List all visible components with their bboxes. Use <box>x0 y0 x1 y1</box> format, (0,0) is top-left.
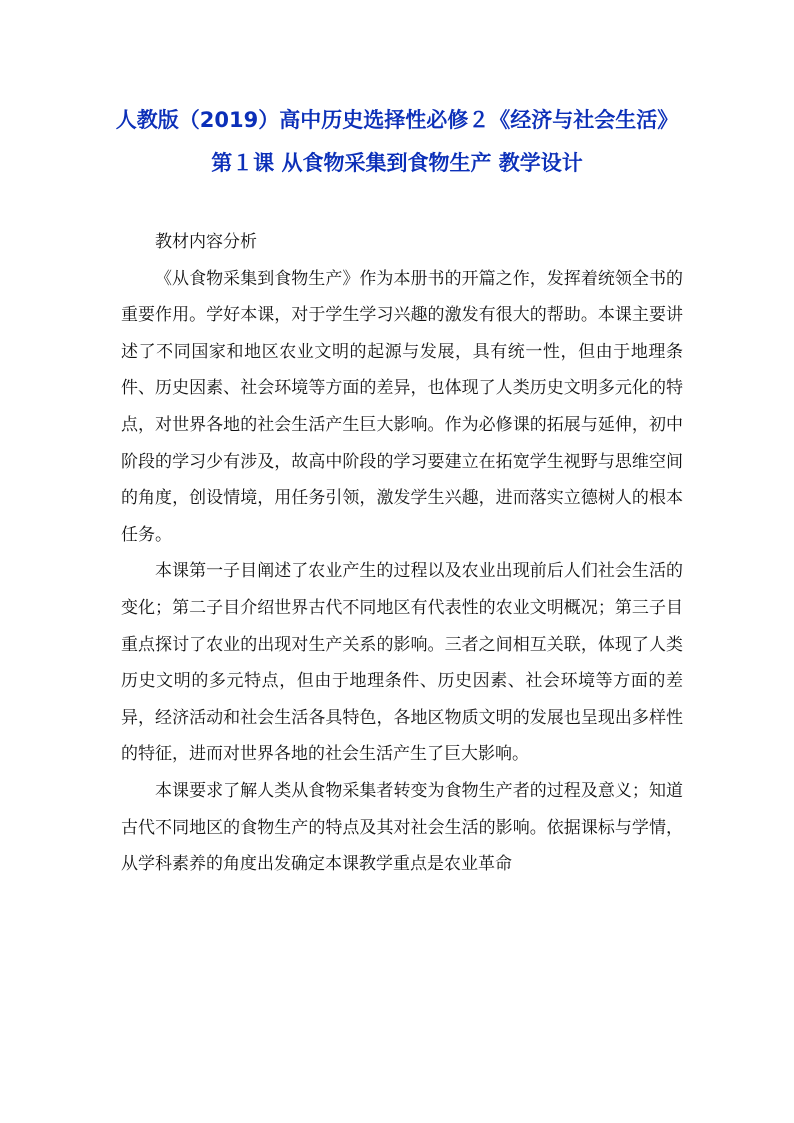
paragraph-1: 《从食物采集到食物生产》作为本册书的开篇之作，发挥着统领全书的重要作用。学好本课，对于学生学习兴趣的激发有很大的帮助。本课主要讲述了不同国家和地区农业文明的起源与发展，具有统一性，但由于地理条件、历史因素、社会环境等方面的差异，也体现了人类历史文明多元化的特点，对世界各地的社会生活产生巨大影响。作为必修课的拓展与延伸，初中阶段的学习少有涉及，故高中阶段的学习要建立在拓宽学生视野与思维空间的角度，创设情境，用任务引领，激发学生兴趣，进而落实立德树人的根本任务。 <box>121 268 683 545</box>
document-body <box>121 224 683 883</box>
document-title-line-1: 人教版（2019）高中历史选择性必修２《经济与社会生活》 <box>115 108 679 132</box>
paragraph-3: 本课要求了解人类从食物采集者转变为食物生产者的过程及意义；知道古代不同地区的食物生产的特点及其对社会生活的影响。依据课标与学情，从学科素养的角度出发确定本课教学重点是农业革命 <box>121 780 683 875</box>
paragraph-2: 本课第一子目阐述了农业产生的过程以及农业出现前后人们社会生活的变化；第二子目介绍世界古代不同地区有代表性的农业文明概况；第三子目重点探讨了农业的出现对生产关系的影响。三者之间相互关联，体现了人类历史文明的多元特点，但由于地理条件、历史因素、社会环境等方面的差异，经济活动和社会生活各具特色，各地区物质文明的发展也呈现出多样性的特征，进而对世界各地的社会生活产生了巨大影响。 <box>121 561 683 765</box>
document-title-line-2: 第１课 从食物采集到食物生产 教学设计 <box>211 151 583 175</box>
section-heading: 教材内容分析 <box>155 232 257 252</box>
